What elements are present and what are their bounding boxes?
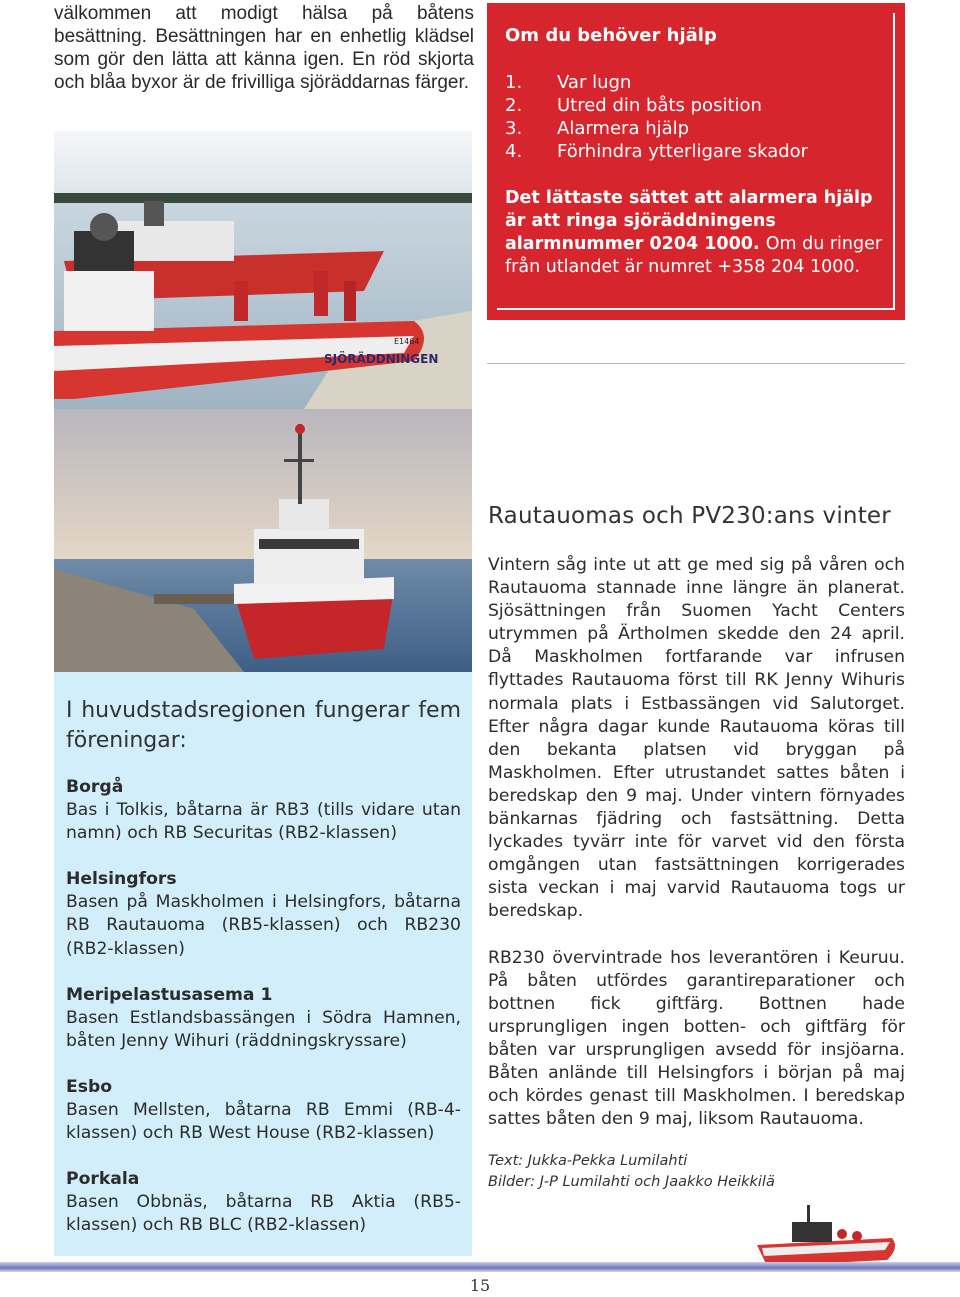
associations-list bbox=[66, 776, 461, 1261]
association-name: Esbo bbox=[66, 1076, 113, 1097]
association-name: Meripelastusasema 1 bbox=[66, 984, 273, 1005]
help-paragraph-light: Om du ringer från utlandet är numret +358 204 1000. bbox=[505, 234, 883, 277]
help-step: 4. Förhindra ytterligare skador bbox=[505, 141, 809, 162]
article-paragraph: Vintern såg inte ut att ge med sig på våren och Rautauoma stannade inne längre än planerat. Sjösättningen från Suomen Yacht Centers utrymmen på Ärtholmen skedde den 24 april. Då Maskholmen fortfarande var infrusen flyttades Rautauoma först till RK Jenny Wihuris normala plats i Estbassängen vid Salutorget. Efter några dagar kunde Rautauoma köras till den bekanta platsen vid bryggan på Maskholmen. Efter utrustandet sattes båten i beredskap den 9 maj. Under vintern förnyades bänkarnas fjädring och fastsättning. Detta lyckades tyvärr inte för varvet vid den första omgången utan fastsättningen korrigerades sista veckan i maj varvid Rautauoma togs ur beredskap. bbox=[488, 555, 905, 922]
association-item bbox=[66, 984, 461, 1053]
association-item bbox=[66, 1168, 461, 1237]
credit-text: Text: Jukka-Pekka Lumilahti bbox=[488, 1153, 688, 1169]
page-number: 15 bbox=[469, 1276, 491, 1295]
article-body bbox=[488, 554, 905, 1154]
intro-text: välkommen att modigt hälsa på båtens besättning. Besättningen har en enhetlig klädsel som gör den lätta att känna igen. En röd skjorta och blåa byxor är de frivilliga sjöräddarnas färger. bbox=[54, 3, 474, 93]
help-box bbox=[487, 3, 905, 320]
bottom-bar bbox=[0, 1262, 960, 1272]
association-item bbox=[66, 776, 461, 845]
association-desc: Basen Mellsten, båtarna RB Emmi (RB-4-klassen) och RB West House (RB2-klassen) bbox=[66, 1100, 461, 1144]
article-paragraph: RB230 övervintrade hos leverantören i Keuruu. På båten utfördes garantireparationer och bottnen fick giftfärg. Bottnen hade ursprungligen ingen botten- och giftfärg för båten var ursprungligen avsedd för insjöarna. Båten anlände till Helsingfors i början på maj och kördes genast till Maskholmen. I beredskap sattes båten den 9 maj, liksom Rautauoma. bbox=[488, 947, 905, 1130]
associations-box bbox=[54, 672, 472, 1256]
credits bbox=[488, 1151, 775, 1193]
association-desc: Basen Estlandsbassängen i Södra Hamnen, båten Jenny Wihuri (räddningskryssare) bbox=[66, 1007, 461, 1051]
article-heading: Rautauomas och PV230:ans vinter bbox=[488, 503, 891, 529]
photo-rescue-boats bbox=[54, 131, 472, 409]
association-desc: Basen Obbnäs, båtarna RB Aktia (RB5-klassen) och RB BLC (RB2-klassen) bbox=[66, 1192, 461, 1236]
association-item bbox=[66, 868, 461, 960]
credit-photos: Bilder: J-P Lumilahti och Jaakko Heikkilä bbox=[488, 1174, 775, 1190]
associations-lead: I huvudstadsregionen fungerar fem föreningar: bbox=[66, 698, 461, 753]
help-paragraph bbox=[505, 187, 893, 279]
photo-rescue-ship bbox=[54, 409, 472, 672]
help-steps bbox=[505, 71, 808, 163]
help-step: 2. Utred din båts position bbox=[505, 95, 762, 116]
help-paragraph-bold: Det lättaste sättet att alarmera hjälp är att ringa sjöräddningens alarmnummer 0204 1000. bbox=[505, 188, 873, 254]
divider-line bbox=[487, 363, 905, 364]
association-desc: Basen på Maskholmen i Helsingfors, båtarna RB Rautauoma (RB5-klassen) och RB230 (RB2-klassen) bbox=[66, 892, 461, 959]
association-name: Porkala bbox=[66, 1169, 140, 1190]
association-name: Helsingfors bbox=[66, 869, 177, 890]
help-title: Om du behöver hjälp bbox=[505, 25, 717, 46]
association-desc: Bas i Tolkis, båtarna är RB3 (tills vidare utan namn) och RB Securitas (RB2-klassen) bbox=[66, 800, 461, 844]
association-item bbox=[66, 1076, 461, 1145]
association-name: Borgå bbox=[66, 777, 124, 797]
help-step: 3. Alarmera hjälp bbox=[505, 118, 690, 139]
hull-text: SJÖRÄDDNINGEN bbox=[324, 352, 439, 366]
reg-text: E1464 bbox=[394, 337, 420, 346]
help-step: 1. Var lugn bbox=[505, 72, 632, 93]
